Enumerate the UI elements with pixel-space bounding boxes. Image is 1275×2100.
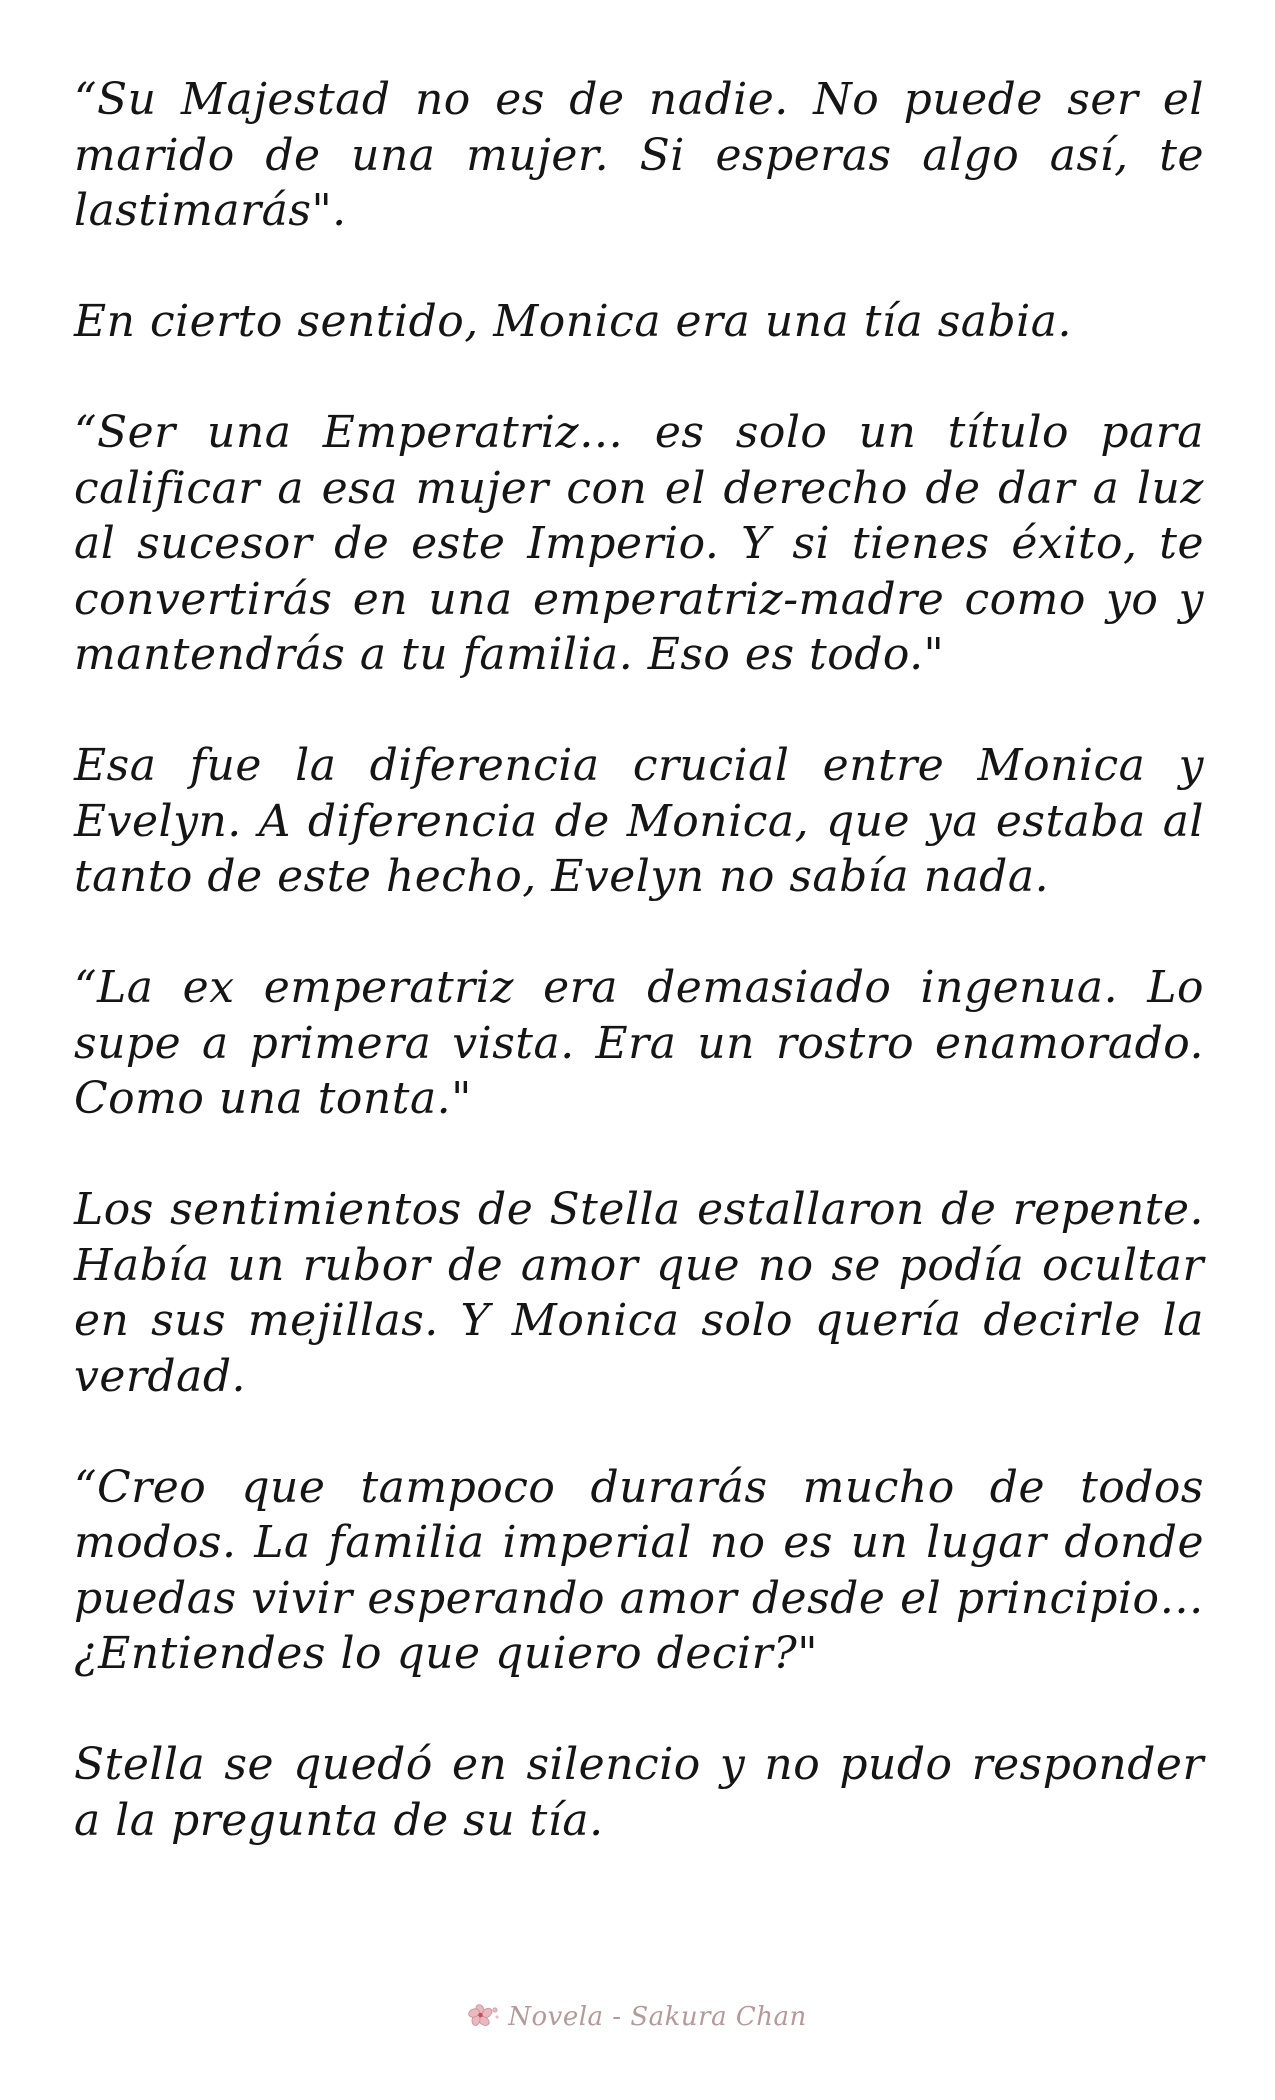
watermark bbox=[0, 1997, 1275, 2037]
paragraph-3: “Ser una Emperatriz… es solo un título para calificar a esa mujer con el derecho de dar a luz al sucesor de este Imperio. Y si tienes éxito, te convertirás en una emperatriz-madre como yo y mantendrás a tu familia. Eso es todo." bbox=[74, 407, 1204, 680]
paragraph-7: “Creo que tampoco durarás mucho de todos modos. La familia imperial no es un lugar donde puedas vivir esperando amor desde el principio… ¿Entiendes lo que quiero decir?" bbox=[74, 1461, 1204, 1679]
paragraph-4: Esa fue la diferencia crucial entre Monica y Evelyn. A diferencia de Monica, que ya estaba al tanto de este hecho, Evelyn no sabía nada. bbox=[74, 740, 1204, 902]
paragraph-8: Stella se quedó en silencio y no pudo responder a la pregunta de su tía. bbox=[74, 1739, 1204, 1846]
paragraph-2: En cierto sentido, Monica era una tía sabia. bbox=[74, 296, 1072, 347]
paragraph-5: “La ex emperatriz era demasiado ingenua. Lo supe a primera vista. Era un rostro enamorado. Como una tonta." bbox=[74, 962, 1204, 1124]
paragraph-6: Los sentimientos de Stella estallaron de repente. Había un rubor de amor que no se podía ocultar en sus mejillas. Y Monica solo quería decirle la verdad. bbox=[74, 1184, 1204, 1402]
paragraph-1: “Su Majestad no es de nadie. No puede ser el marido de una mujer. Si esperas algo así, te lastimarás". bbox=[74, 74, 1204, 236]
watermark-text: Novela - Sakura Chan bbox=[508, 2002, 807, 2032]
sakura-flower-icon bbox=[468, 2002, 502, 2032]
document-body bbox=[74, 72, 1204, 1904]
